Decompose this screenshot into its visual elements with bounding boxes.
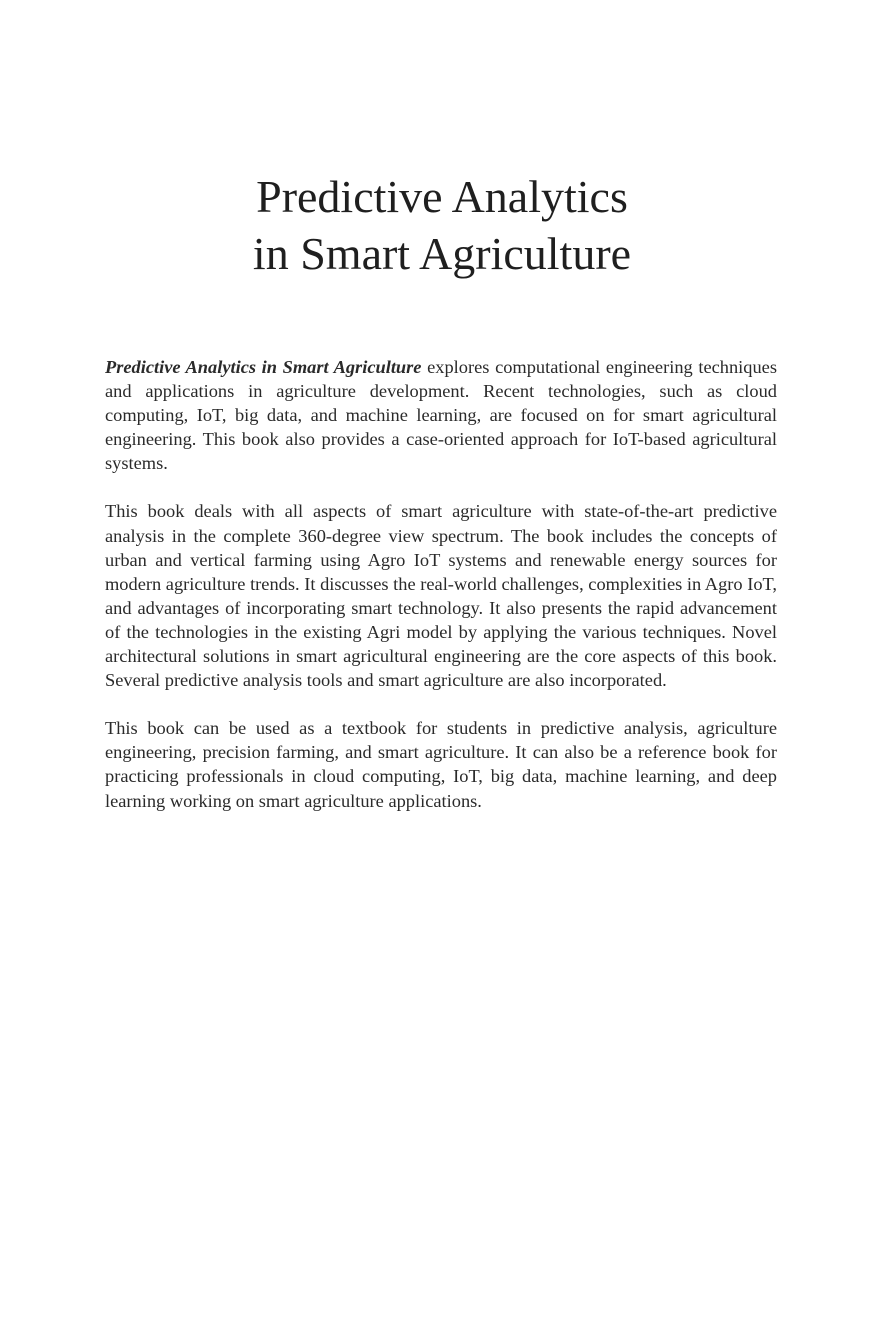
book-title-lead: Predictive Analytics in Smart Agriculture: [105, 357, 422, 377]
title-line-1: Predictive Analytics: [256, 171, 628, 222]
title-line-2: in Smart Agriculture: [252, 228, 632, 279]
paragraph-scope: This book deals with all aspects of smart agriculture with state-of-the-art predictive analysis in the complete 360-degree view spectrum. The book includes the concepts of urban and vertical farming using Agro IoT systems and renewable energy sources for modern agriculture trends. It discusses the real-world challenges, complexities in Agro IoT, and advantages of incorporating smart technology. It also presents the rapid advancement of the technologies in the existing Agri model by applying the various techniques. Novel architectural solutions in smart agricultural engineering are the core aspects of this book. Several predictive analysis tools and smart agriculture are also incorporated.: [105, 501, 777, 691]
description-body: [105, 355, 777, 837]
page-title: [0, 168, 884, 282]
paragraph-intro: [105, 355, 777, 475]
paragraph-intro-text: explores computational engineering techniques and applications in agriculture development. Recent technologies, such as cloud computing, IoT, big data, and machine learning, are focused on for smart agricultural engineering. This book also provides a case-oriented approach for IoT-based agricultural systems.: [105, 357, 778, 474]
paragraph-audience: This book can be used as a textbook for students in predictive analysis, agriculture engineering, precision farming, and smart agriculture. It can also be a reference book for practicing professionals in cloud computing, IoT, big data, machine learning, and deep learning working on smart agriculture applications.: [105, 718, 777, 811]
